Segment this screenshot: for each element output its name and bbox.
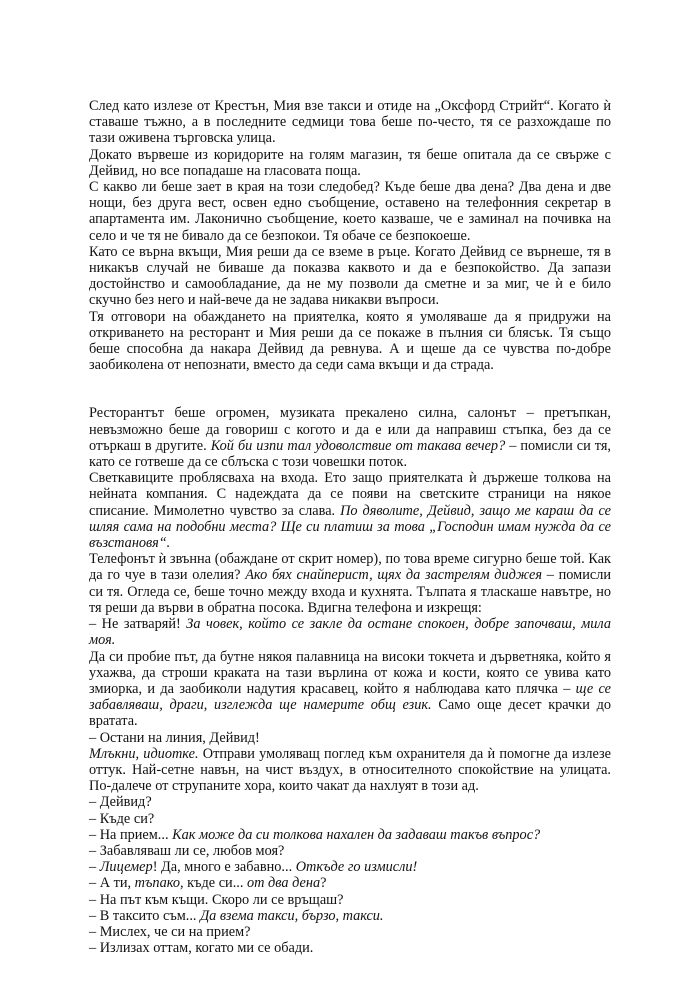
text-run: – Мислех, че си на прием? (89, 923, 251, 940)
text-run: ! Да, много е забавно... (152, 859, 296, 876)
italic-text: Млъкни, идиотке. (89, 745, 199, 762)
paragraph (89, 616, 611, 648)
text-run: – На път към къщи. Скоро ли се връщаш? (89, 891, 344, 908)
italic-text: Кой би изпи тал удоволствие от такава вечер? (210, 437, 506, 454)
paragraph (89, 98, 611, 147)
italic-text: от два дена (247, 875, 321, 892)
italic-text: Лицемер (99, 859, 153, 876)
italic-text: ще се забавляваш, драги, изглежда ще намерите общ език. (89, 680, 611, 714)
paragraph (89, 649, 611, 730)
paragraph (89, 859, 611, 875)
paragraph (89, 827, 611, 843)
paragraph (89, 875, 611, 891)
text-run: Светкавиците проблясваха на входа. Ето защо приятелката ѝ държеше толкова на нейната компания. С надеждата да се появи на светските страници на някое списание. Мимолетно чувство за слава. (89, 470, 611, 519)
paragraph (89, 244, 611, 309)
text-run: – Не затваряй! (89, 616, 187, 633)
paragraph (89, 940, 611, 956)
italic-text: За човек, който се закле да остане спокоен, добре започваш, мила моя. (89, 616, 611, 649)
text-run: След като излезе от Крестън, Мия взе такси и отиде на „Оксфорд Стрийт“. Когато ѝ ставаше тъжно, а в последните седмици това беше по-често, тя се разхождаше по тази оживена търговска улица. (89, 98, 611, 147)
text-run: – Остани на линия, Дейвид! (89, 729, 260, 746)
text-run: – На прием... (89, 826, 173, 843)
paragraph (89, 908, 611, 924)
italic-text: Ако бях снайперист, щях да застрелям диджея (245, 567, 543, 584)
paragraph (89, 794, 611, 810)
text-run: – Дейвид? (89, 794, 152, 811)
paragraph (89, 811, 611, 827)
text-run: С какво ли беше зает в края на този следобед? Къде беше два дена? Два дена и две нощи, без друга вест, освен едно съобщение, оставено на телефонния секретар в апартамента им. Лаконично съобщение, което казваше, че е заминал на почивка на село и че тя не бивало да се безпокои. Тя обаче се безпокоеше. (89, 179, 611, 244)
italic-text: По дяволите, Дейвид, защо ме караш да се шляя сама на подобни места? Ще си платиш за това „Господин имам нужда да се възстановя“. (89, 502, 611, 552)
text-run: – Къде си? (89, 810, 155, 827)
text-run: – (89, 859, 100, 876)
paragraph (89, 746, 611, 795)
paragraph (89, 405, 611, 470)
paragraph (89, 179, 611, 244)
text-run: Тя отговори на обаждането на приятелка, която я умоляваше да я придружи на откриването на ресторант и Мия реши да се покаже в пълния си блясък. Тя също беше способна да накара Дейвид да ревнува. А и щеше да се чувства по-добре заобиколена от непознати, вместо да седи сама вкъщи и да страда. (89, 308, 611, 374)
paragraph (89, 924, 611, 940)
text-run: Телефонът ѝ звънна (обаждане от скрит номер), по това време сигурно беше той. Как да го чуе в тази олелия? (89, 551, 611, 584)
text-run: Докато вървеше из коридорите на голям магазин, тя беше опитала да се свърже с Дейвид, но все попадаше на гласовата поща. (89, 146, 611, 179)
text-run: – Забавляваш ли се, любов моя? (89, 842, 285, 859)
text-run: Да си пробие път, да бутне някоя палавница на високи токчета и дърветняка, който я ухажва, да строши краката на тази върлина от кожа и кости, която се увива като змиорка, и да заобиколи надутия красавец, който я наблюдава като плячка – (89, 648, 611, 697)
paragraph (89, 551, 611, 616)
italic-text: Да взема такси, бързо, такси. (200, 907, 384, 924)
italic-text: Как може да си толкова нахален да задаваш такъв въпрос? (172, 826, 541, 843)
text-run: – В таксито съм... (89, 907, 201, 924)
text-run: Като се върна вкъщи, Мия реши да се вземе в ръце. Когато Дейвид се върнеше, тя в никакъв случай не биваше да показва каквото и да е безпокойство. Да запази достойнство и самообладание, да не му позволи да сметне и за миг, че ѝ е било скучно без него и най-вече да не задава никакви въпроси. (89, 243, 611, 309)
text-run: Отправи умоляващ поглед към охранителя да ѝ помогне да излезе оттук. Най-сетне навън, на чист въздух, в относителното спокойствие на улицата. По-далече от струпаните хора, които чакат да нахлуят в този ад. (89, 745, 611, 795)
paragraph (89, 147, 611, 179)
text-run: – А ти, (89, 875, 135, 892)
text-run: Само още десет крачки до вратата. (89, 697, 611, 730)
paragraph (89, 470, 611, 551)
italic-text: тъпако (134, 875, 181, 892)
document-body (89, 98, 611, 956)
paragraph (89, 730, 611, 746)
paragraph (89, 309, 611, 374)
text-run: – Излизах оттам, когато ми се обади. (89, 940, 314, 957)
text-run: – помисли си тя, като се готвеше да се сблъска с този човешки поток. (89, 437, 611, 471)
text-run: ? (320, 875, 327, 892)
text-run: Ресторантът беше огромен, музиката прекалено силна, салонът – претъпкан, невъзможно беше да говориш с когото и да е или да направиш стъпка, без да се отъркаш в другите. (89, 405, 611, 454)
text-run: – помисли си тя. Огледа се, беше точно между входа и кухнята. Тълпата я тласкаше навътре, но тя реши да върви в обратна посока. Вдигна телефона и изкрещя: (89, 567, 612, 616)
paragraph (89, 843, 611, 859)
text-run: , къде си... (180, 875, 247, 892)
paragraph (89, 892, 611, 908)
italic-text: Откъде го измисли! (295, 859, 418, 876)
